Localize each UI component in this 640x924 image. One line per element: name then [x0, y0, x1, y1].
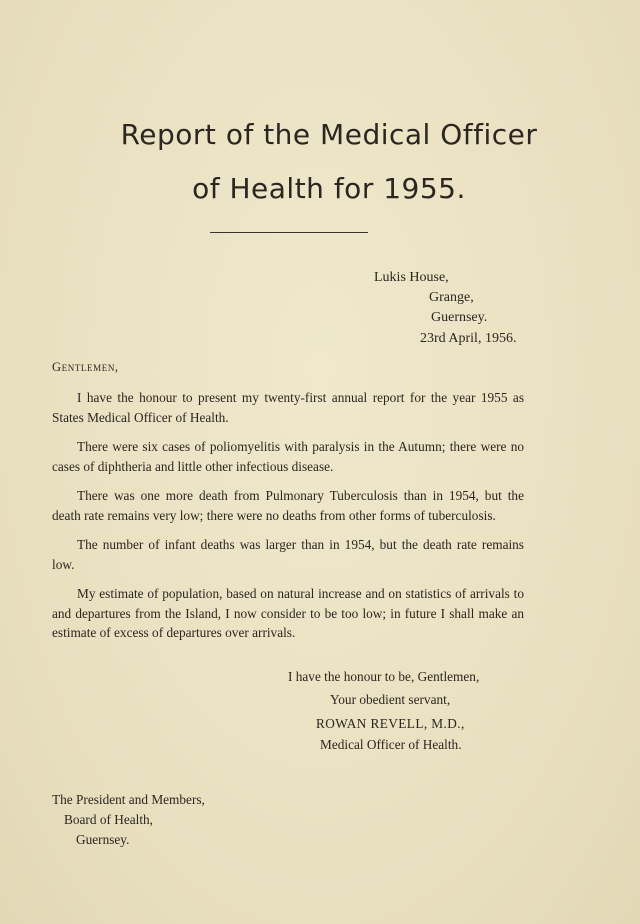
signatory-name: ROWAN REVELL, M.D., [316, 716, 465, 731]
paragraph: I have the honour to present my twenty-first annual report for the year 1955 as States Medical Officer of Health. [52, 390, 524, 425]
paragraph: My estimate of population, based on natural increase and on statistics of arrivals to and departures from the Island, I now consider to be too low; in future I shall make an estimate of excess of departures over arrivals. [52, 586, 524, 640]
addressee-line-3: Guernsey. [76, 832, 130, 847]
title-line-1: Report of the Medical Officer [120, 118, 538, 151]
addressee-line-2: Board of Health, [64, 812, 153, 827]
letter-date: 23rd April, 1956. [420, 331, 517, 346]
address-line-3: Guernsey. [431, 310, 488, 325]
paragraph: There was one more death from Pulmonary Tuberculosis than in 1954, but the death rate remains very low; there were no deaths from other forms of tuberculosis. [52, 488, 524, 523]
closing-servant: Your obedient servant, [330, 692, 451, 707]
salutation: Gentlemen, [52, 360, 119, 374]
closing-line: I have the honour to be, Gentlemen, [288, 669, 480, 684]
signatory-position: Medical Officer of Health. [320, 737, 462, 752]
title-line-2: of Health for 1955. [192, 172, 466, 205]
address-line-2: Grange, [429, 290, 474, 305]
title-divider [210, 232, 368, 233]
paragraph: The number of infant deaths was larger than in 1954, but the death rate remains low. [52, 537, 524, 572]
address-line-1: Lukis House, [374, 270, 449, 285]
addressee-line-1: The President and Members, [52, 792, 205, 807]
paragraph: There were six cases of poliomyelitis with paralysis in the Autumn; there were no cases of diphtheria and little other infectious disease. [52, 439, 524, 474]
report-title [0, 108, 640, 216]
